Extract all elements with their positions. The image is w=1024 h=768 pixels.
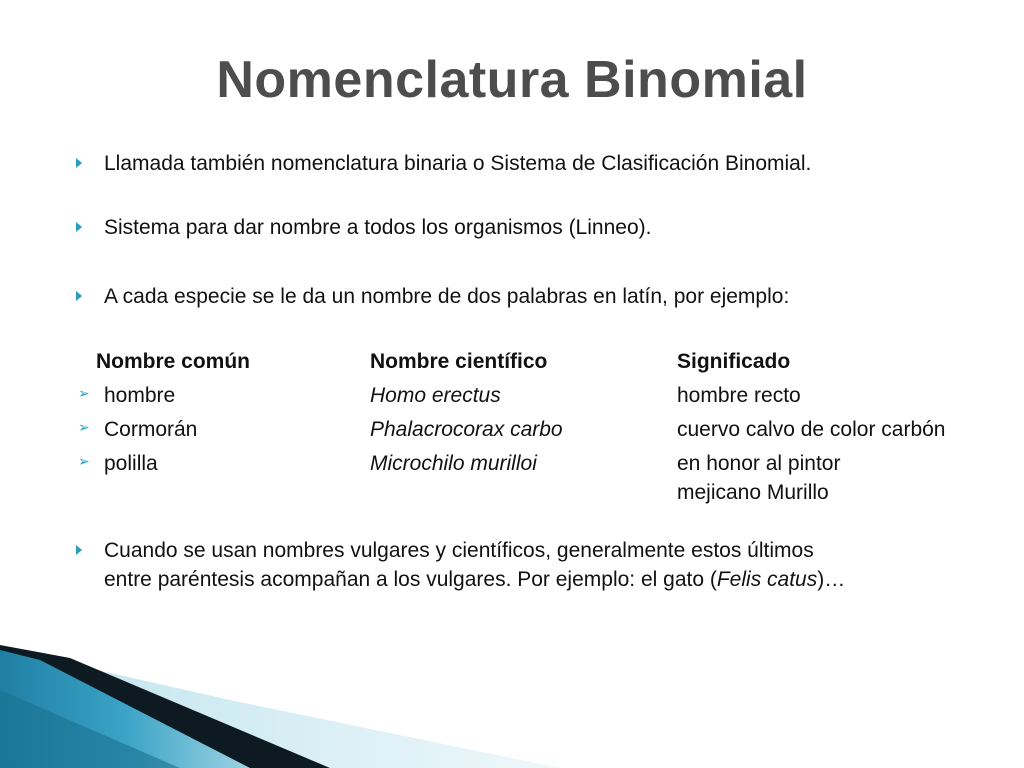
bullet-text: Sistema para dar nombre a todos los organismos (Linneo). — [104, 216, 652, 239]
bullet-text: Llamada también nomenclatura binaria o Sistema de Clasificación Binomial. — [104, 152, 812, 175]
bullet-line: Cuando se usan nombres vulgares y científicos, generalmente estos últimos — [104, 539, 814, 562]
arrowhead-bullet-icon: ➢ — [78, 419, 90, 435]
common-name: polilla — [104, 452, 158, 475]
header-nombre-cientifico: Nombre científico — [370, 350, 548, 373]
header-nombre-comun: Nombre común — [96, 350, 251, 373]
bullet-text: A cada especie se le da un nombre de dos palabras en latín, por ejemplo: — [104, 285, 790, 308]
slide-title: Nomenclatura Binomial — [216, 51, 808, 109]
scientific-name: Homo erectus — [370, 384, 501, 407]
meaning: cuervo calvo de color carbón — [677, 418, 946, 441]
scientific-name: Phalacrocorax carbo — [370, 418, 563, 441]
common-name: hombre — [104, 384, 176, 407]
arrowhead-bullet-icon: ➢ — [78, 453, 90, 469]
scientific-name-inline: Felis catus — [716, 568, 818, 591]
bullet-line: entre paréntesis acompañan a los vulgares. Por ejemplo: el gato ( — [104, 568, 717, 591]
bullet-line-end: )… — [817, 568, 846, 591]
arrowhead-bullet-icon: ➢ — [78, 385, 90, 401]
header-significado: Significado — [677, 350, 791, 373]
scientific-name: Microchilo murilloi — [370, 452, 537, 475]
meaning: hombre recto — [677, 384, 801, 407]
common-name: Cormorán — [104, 418, 198, 441]
meaning: en honor al pintor mejicano Murillo — [677, 452, 841, 504]
